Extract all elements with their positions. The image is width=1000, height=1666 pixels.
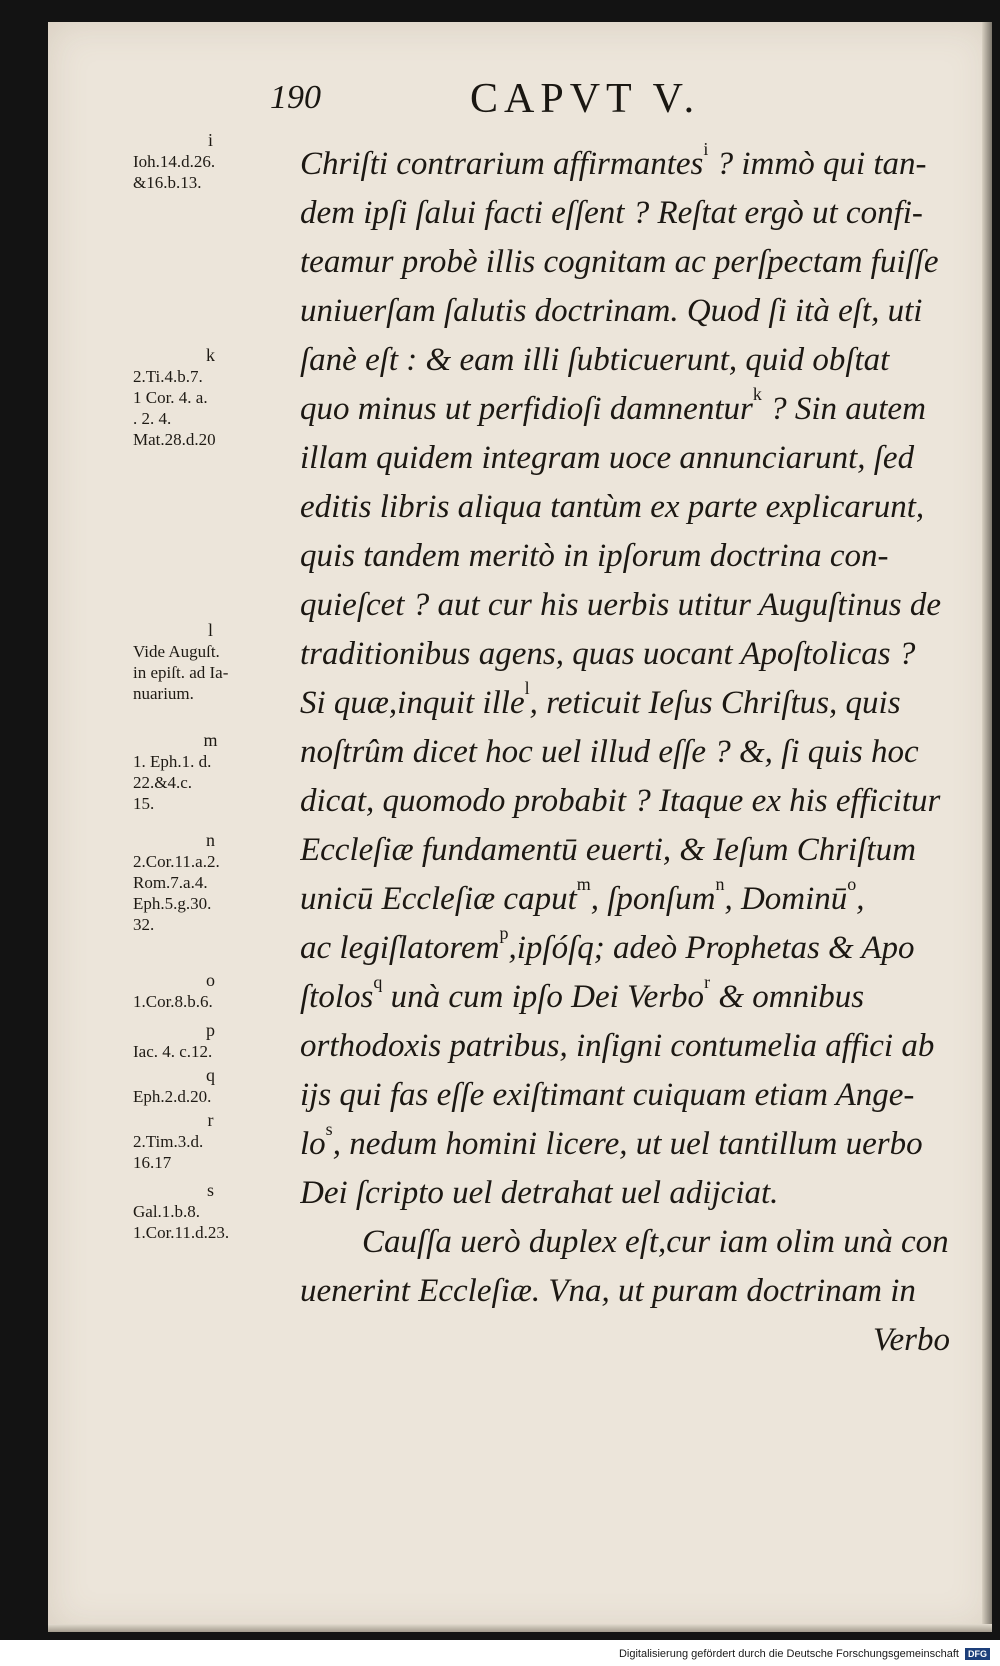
margin-note: [133, 620, 298, 704]
footnote-marker: k: [752, 385, 762, 404]
line-text: ? immò qui tan-: [708, 146, 927, 182]
line-text: , ſponſum: [590, 881, 716, 917]
running-head: [270, 65, 940, 125]
text-line: [300, 1022, 950, 1071]
footnote-marker: l: [524, 679, 530, 698]
margin-note: [133, 130, 298, 193]
footnote-marker: q: [373, 973, 383, 992]
line-text: , Dominū: [724, 881, 848, 917]
line-text: , nedum homini licere, ut uel tantillum uerbo: [332, 1126, 923, 1162]
margin-note-key: k: [206, 345, 215, 365]
margin-note: [133, 345, 298, 450]
margin-note-reference: 22.&4.c.: [133, 773, 193, 792]
margin-note-key: o: [206, 970, 215, 990]
margin-note-key: s: [206, 1180, 214, 1200]
margin-note-key: l: [207, 620, 213, 640]
margin-note: [133, 970, 298, 1012]
text-line: [300, 287, 950, 336]
text-line: [300, 826, 950, 875]
line-text: Chriſti contrarium affirmantes: [300, 146, 704, 182]
line-text: unà cum ipſo Dei Verbo: [382, 979, 705, 1015]
margin-note: [133, 1065, 298, 1107]
line-text: Eccleſiæ fundamentū euerti, & Ieſum Chriſtum: [300, 832, 916, 868]
margin-note-reference: Mat.28.d.20: [133, 430, 216, 449]
line-text: Cauſſa uerò duplex eſt,cur iam olim unà con: [362, 1224, 949, 1260]
text-line: [300, 1267, 950, 1316]
line-text: ,: [856, 881, 865, 917]
line-text: Verbo: [873, 1322, 950, 1358]
margin-note-reference: 1 Cor. 4. a.: [133, 388, 208, 407]
text-line: [300, 924, 950, 973]
margin-note-reference: Iac. 4. c.12.: [133, 1042, 213, 1061]
margin-note-reference: Gal.1.b.8.: [133, 1202, 201, 1221]
margin-note-reference: 1.Cor.11.d.23.: [133, 1223, 230, 1242]
line-text: Dei ſcripto uel detrahat uel adijciat.: [300, 1175, 779, 1211]
margin-note-key: i: [207, 130, 213, 150]
footnote-marker: m: [576, 875, 591, 894]
line-text: noſtrûm dicet hoc uel illud eſſe ? &, ſi quis hoc: [300, 734, 919, 770]
text-line: [300, 1316, 950, 1365]
text-line: [300, 973, 950, 1022]
line-text: unicū Eccleſiæ caput: [300, 881, 577, 917]
margin-note-reference: nuarium.: [133, 684, 194, 703]
margin-note-reference: in epiſt. ad Ia-: [133, 663, 229, 682]
margin-note: [133, 1110, 298, 1173]
text-line: [300, 140, 950, 189]
text-line: [300, 875, 950, 924]
line-text: orthodoxis patribus, inſigni contumelia affici ab: [300, 1028, 935, 1064]
margin-note-reference: 2.Cor.11.a.2.: [133, 852, 220, 871]
line-text: quo minus ut perfidioſi damnentur: [300, 391, 753, 427]
text-line: [300, 581, 950, 630]
margin-note-key: p: [206, 1020, 215, 1040]
margin-note-reference: 2.Ti.4.b.7.: [133, 367, 203, 386]
page-number: 190: [270, 79, 321, 116]
text-line: [300, 728, 950, 777]
margin-note-reference: 1.Cor.8.b.6.: [133, 992, 213, 1011]
margin-note-key: q: [206, 1065, 215, 1085]
text-line: [300, 1120, 950, 1169]
margin-note-reference: Eph.5.g.30.: [133, 894, 212, 913]
footnote-marker: o: [847, 875, 857, 894]
line-text: ac legiſlatorem: [300, 930, 500, 966]
chapter-title: CAPVT V.: [470, 76, 701, 122]
text-line: [300, 777, 950, 826]
line-text: editis libris aliqua tantùm ex parte explicarunt,: [300, 489, 925, 525]
margin-note-reference: 15.: [133, 794, 155, 813]
body-text: [300, 140, 950, 1365]
line-text: ,ipſóſq; adeò Prophetas & Apo: [508, 930, 915, 966]
digitization-credit: Digitalisierung gefördert durch die Deutsche Forschungsgemeinschaft: [618, 1648, 959, 1660]
line-text: dicat, quomodo probabit ? Itaque ex his efficitur: [300, 783, 941, 819]
line-text: & omnibus: [710, 979, 865, 1015]
text-line: [300, 483, 950, 532]
margin-note-key: m: [203, 730, 218, 750]
page-edge-right: [982, 22, 992, 1632]
margin-note: [133, 730, 298, 814]
line-text: ? Sin autem: [761, 391, 926, 427]
margin-note-reference: Ioh.14.d.26.: [133, 152, 216, 171]
line-text: Si quæ,inquit ille: [300, 685, 525, 721]
margin-note-reference: 32.: [133, 915, 155, 934]
footer-credit: [560, 1648, 990, 1664]
margin-note: [133, 1180, 298, 1243]
line-text: , reticuit Ieſus Chriſtus, quis: [529, 685, 901, 721]
text-line: [300, 189, 950, 238]
margin-note-reference: &16.b.13.: [133, 173, 202, 192]
text-line: [300, 630, 950, 679]
line-text: traditionibus agens, quas uocant Apoſtolicas ?: [300, 636, 916, 672]
line-text: lo: [300, 1126, 326, 1162]
margin-note: [133, 1020, 298, 1062]
margin-note-reference: 16.17: [133, 1153, 172, 1172]
line-text: uenerint Eccleſiæ. Vna, ut puram doctrinam in: [300, 1273, 916, 1309]
margin-note-reference: Vide Auguſt.: [133, 642, 220, 661]
margin-note-key: r: [207, 1110, 214, 1130]
line-text: ijs qui fas eſſe exiſtimant cuiquam etiam Ange-: [300, 1077, 915, 1113]
margin-note-reference: Eph.2.d.20.: [133, 1087, 212, 1106]
line-text: illam quidem integram uoce annunciarunt, ſed: [300, 440, 915, 476]
text-line: [300, 532, 950, 581]
margin-note-reference: 2.Tim.3.d.: [133, 1132, 204, 1151]
line-text: dem ipſi ſalui facti eſſent ? Reſtat ergò ut confi-: [300, 195, 923, 231]
margin-note-reference: Rom.7.a.4.: [133, 873, 208, 892]
margin-note-reference: 1. Eph.1. d.: [133, 752, 212, 771]
margin-note: [133, 830, 298, 935]
page-edge-bottom: [48, 1624, 992, 1632]
line-text: quieſcet ? aut cur his uerbis utitur Auguſtinus de: [300, 587, 942, 623]
text-line: [300, 336, 950, 385]
line-text: uniuerſam ſalutis doctrinam. Quod ſi ità eſt, uti: [300, 293, 923, 329]
footnote-marker: n: [715, 875, 725, 894]
text-line: [300, 679, 950, 728]
footnote-marker: s: [325, 1120, 333, 1139]
margin-note-key: n: [206, 830, 215, 850]
text-line: [300, 1218, 950, 1267]
line-text: teamur probè illis cognitam ac perſpectam fuiſſe: [300, 244, 939, 280]
text-line: [300, 238, 950, 287]
footnote-marker: r: [704, 973, 711, 992]
footnote-marker: p: [499, 924, 509, 943]
text-line: [300, 434, 950, 483]
line-text: ſtolos: [300, 979, 374, 1015]
text-line: [300, 385, 950, 434]
footnote-marker: i: [703, 140, 709, 159]
text-line: [300, 1071, 950, 1120]
line-text: quis tandem meritò in ipſorum doctrina con-: [300, 538, 889, 574]
text-line: [300, 1169, 950, 1218]
margin-note-reference: . 2. 4.: [133, 409, 172, 428]
dfg-logo: DFG: [965, 1648, 990, 1660]
line-text: ſanè eſt : & eam illi ſubticuerunt, quid obſtat: [300, 342, 890, 378]
